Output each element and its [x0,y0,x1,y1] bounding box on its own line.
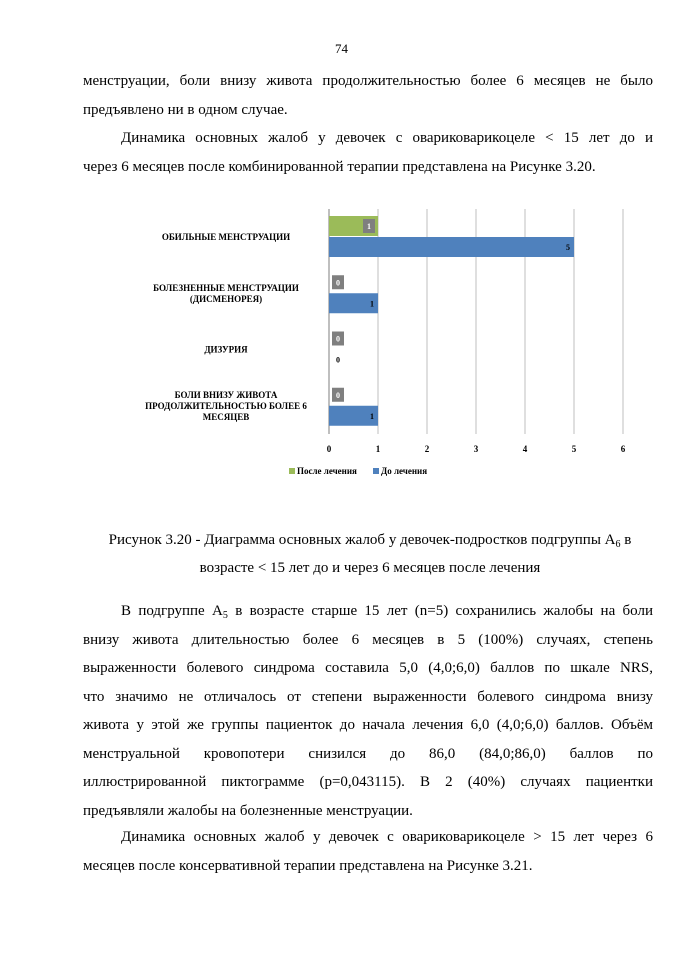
legend-swatch [289,468,295,474]
x-tick-label: 1 [375,444,381,454]
text-line: Динамика основных жалоб у девочек с овариковарикоцеле > 15 лет через 6 [121,829,653,845]
text-line: выраженности болевого синдрома составила 5,0 (4,0;6,0) баллов по шкале NRS, [83,660,653,676]
data-label: 1 [370,299,374,309]
x-tick-label: 5 [571,444,577,454]
text-line: предъявляли жалобы на болезненные менструации. [83,802,413,819]
data-label: 0 [336,390,340,400]
subscript: 5 [222,610,228,621]
data-label: 0 [336,334,340,344]
text-line: месяцев после консервативной терапии представлена на Рисунке 3.21. [83,857,533,874]
figure-caption [60,526,680,582]
text-line: что значимо не отличалось от степени выраженности болевого синдрома внизу [83,688,653,705]
text-line: живота у этой же группы пациенток до начала лечения 6,0 (4,0;6,0) баллов. Объём [83,717,653,733]
x-tick-label: 2 [424,444,430,454]
data-label: 5 [566,243,570,252]
category-label: ПРОДОЛЖИТЕЛЬНОСТЬЮ БОЛЕЕ 6 [145,400,307,411]
bar [329,237,574,257]
text-part: В подгруппе А [121,603,223,619]
text-line: через 6 месяцев после комбинированной терапии представлена на Рисунке 3.20. [83,158,596,175]
data-label: 1 [370,411,374,421]
category-label: БОЛЕЗНЕННЫЕ МЕНСТРУАЦИИ [153,282,299,293]
page-number: 74 [335,41,348,56]
text-part: в возрасте старше 15 лет (n=5) сохранились жалобы на боли [227,603,653,619]
caption-text: возрасте < 15 лет до и через 6 месяцев после лечения [199,560,541,576]
text-line: менструации, боли внизу живота продолжительностью более 6 месяцев не было [83,73,653,89]
x-tick-label: 0 [326,444,332,454]
legend-label: До лечения [381,466,428,476]
category-label: ОБИЛЬНЫЕ МЕНСТРУАЦИИ [161,232,291,243]
data-label: 0 [336,278,340,288]
legend-swatch [373,468,379,474]
text-line: менструальной кровопотери снизился до 86,0 (84,0;86,0) баллов по [83,745,653,762]
category-label: БОЛИ ВНИЗУ ЖИВОТА [174,389,278,400]
x-tick-label: 4 [522,444,528,454]
paragraph-subgroup-a5 [83,597,653,825]
paragraph-figure-reference-2 [83,823,653,880]
text-line: внизу живота длительностью более 6 месяцев в 5 (100%) случаях, степень [83,631,653,648]
caption-subscript: 6 [615,539,621,550]
category-label: (ДИСМЕНОРЕЯ) [189,293,263,304]
x-tick-label: 6 [620,444,626,454]
caption-text: в [620,532,632,548]
caption-text: Рисунок 3.20 - Диаграмма основных жалоб у девочек-подростков подгруппы А [108,532,616,548]
text-line: иллюстрированной пиктограмме (p=0,043115). В 2 (40%) случаях пациентки [83,774,653,790]
data-label: 1 [367,222,371,231]
data-label: 0 [336,355,340,365]
x-tick-label: 3 [473,444,479,454]
category-label: МЕСЯЦЕВ [202,411,250,422]
legend-label: После лечения [297,466,357,476]
text-line: предъявлено ни в одном случае. [83,101,288,118]
category-label: ДИЗУРИЯ [204,344,248,355]
text-line: Динамика основных жалоб у девочек с овариковарикоцеле < 15 лет до и [121,130,653,146]
